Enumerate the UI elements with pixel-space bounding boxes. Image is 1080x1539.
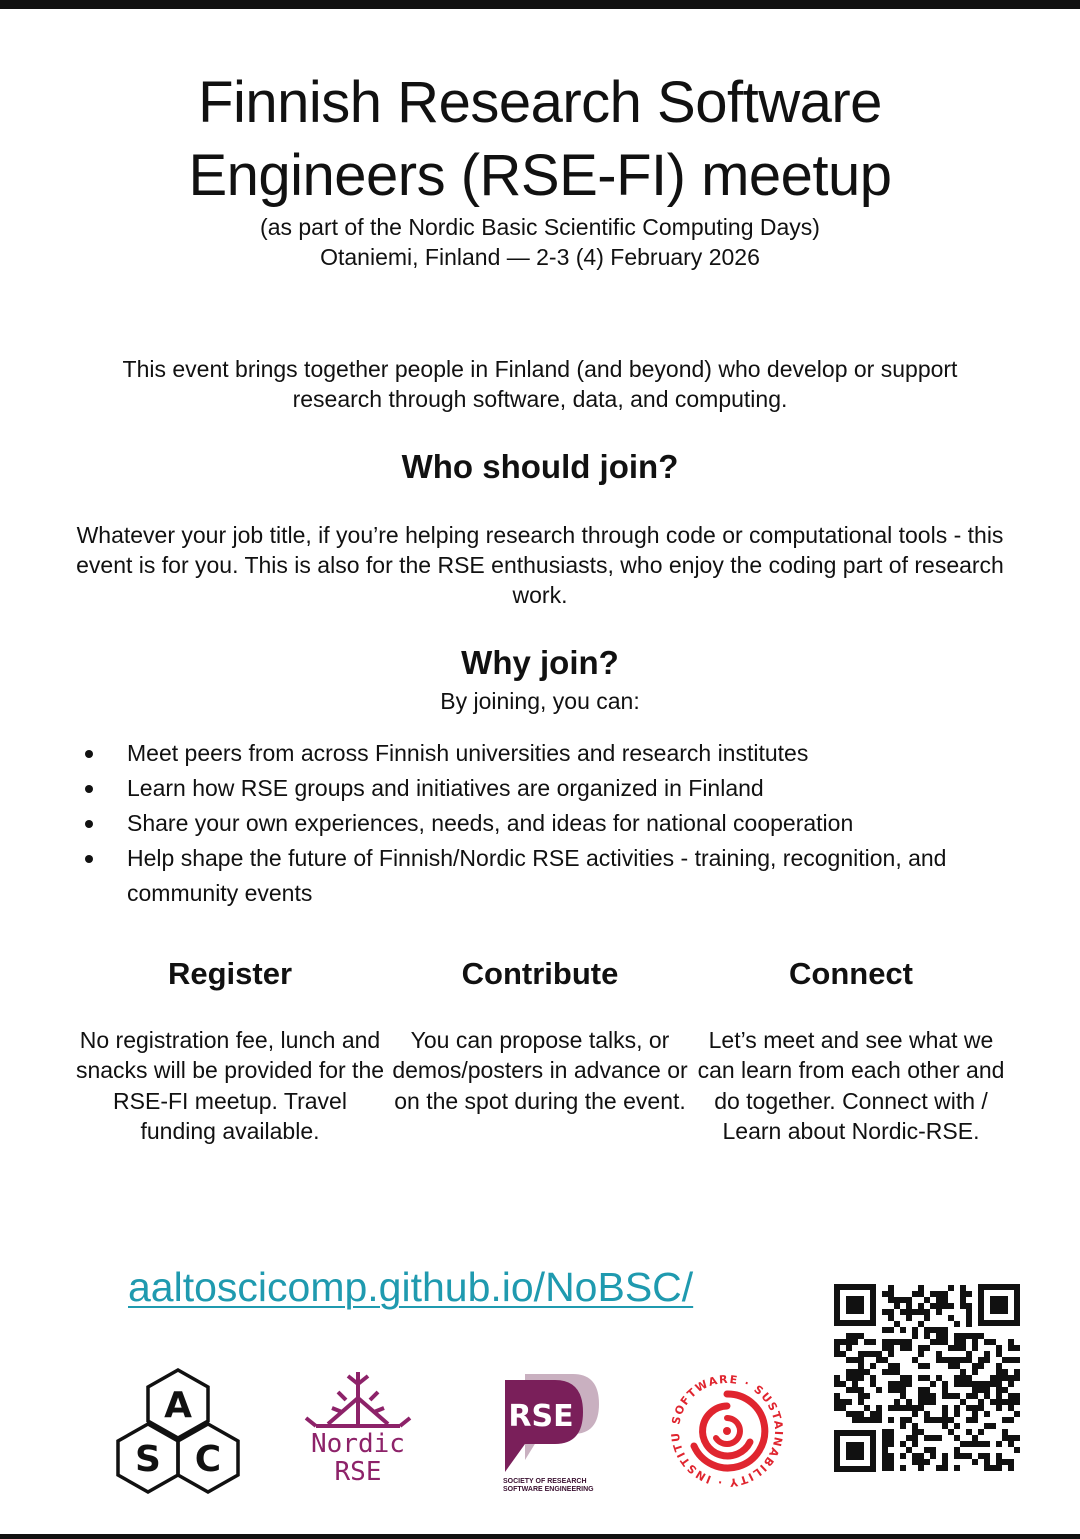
subtitle — [0, 212, 1080, 272]
title-line-2: Engineers (RSE-FI) meetup — [188, 143, 892, 208]
rse-caption-line2: SOFTWARE ENGINEERING — [503, 1486, 594, 1493]
list-item: Learn how RSE groups and initiatives are organized in Finland — [80, 771, 1030, 806]
event-date-location: Otaniemi, Finland — 2-3 (4) February 2026 — [320, 244, 760, 270]
asc-letter-s: S — [135, 1439, 161, 1480]
connect-column — [696, 955, 1006, 1147]
list-item: Help shape the future of Finnish/Nordic RSE activities - training, recognition, and community events — [80, 841, 1030, 911]
snowflake-icon — [298, 1368, 418, 1430]
asc-hexagons-icon — [112, 1368, 244, 1496]
who-paragraph: Whatever your job title, if you’re helping research through code or computational tools - this event is for you. This is also for the RSE enthusiasts, who enjoy the coding part of research work. — [76, 522, 1004, 608]
ssi-logo — [668, 1372, 786, 1490]
asc-letter-c: C — [194, 1439, 222, 1480]
rse-badge-icon — [503, 1368, 613, 1476]
contribute-text: You can propose talks, or demos/posters in advance or on the spot during the event. — [392, 1027, 688, 1114]
register-heading: Register — [167, 956, 293, 991]
rse-caption — [503, 1478, 613, 1494]
contribute-heading: Contribute — [461, 956, 619, 991]
rse-badge-text: RSE — [508, 1399, 574, 1434]
contribute-column — [385, 955, 695, 1116]
bottom-border — [0, 1534, 1080, 1539]
list-item: Share your own experiences, needs, and ideas for national cooperation — [80, 806, 1030, 841]
ssi-emblem-icon — [668, 1372, 786, 1490]
page-title — [0, 66, 1080, 212]
nordic-rse-line1: Nordic — [311, 1429, 405, 1459]
title-line-1: Finnish Research Software — [198, 70, 882, 135]
subtitle-line-1: (as part of the Nordic Basic Scientific Computing Days) — [260, 214, 820, 240]
benefits-list — [80, 736, 1030, 911]
ssi-ring-text: SOFTWARE · SUSTAINABILITY · INSTITU — [668, 1372, 786, 1490]
intro-paragraph: This event brings together people in Finland (and beyond) who develop or support research through software, data, and computing. — [122, 356, 958, 412]
register-text: No registration fee, lunch and snacks will be provided for the RSE-FI meetup. Travel funding available. — [75, 1027, 385, 1145]
connect-text: Let’s meet and see what we can learn from each other and do together. Connect with / Learn about Nordic-RSE. — [697, 1027, 1005, 1145]
why-heading: Why join? — [461, 644, 619, 681]
nordic-rse-logo — [298, 1368, 418, 1488]
rse-caption-line1: SOCIETY OF RESEARCH — [503, 1478, 587, 1485]
why-subheading: By joining, you can: — [440, 688, 640, 714]
asc-letter-a: A — [164, 1385, 192, 1426]
asc-logo — [112, 1368, 244, 1496]
nordic-rse-line2: RSE — [334, 1457, 382, 1487]
who-heading: Who should join? — [401, 448, 679, 485]
list-item: Meet peers from across Finnish universities and research institutes — [80, 736, 1030, 771]
register-column — [75, 955, 385, 1147]
qr-code — [834, 1284, 1020, 1472]
society-rse-logo — [503, 1368, 613, 1496]
event-website-link[interactable]: aaltoscicomp.github.io/NoBSC/ — [128, 1264, 694, 1310]
qr-code-icon — [834, 1284, 1020, 1472]
top-border — [0, 0, 1080, 9]
connect-heading: Connect — [789, 956, 913, 991]
